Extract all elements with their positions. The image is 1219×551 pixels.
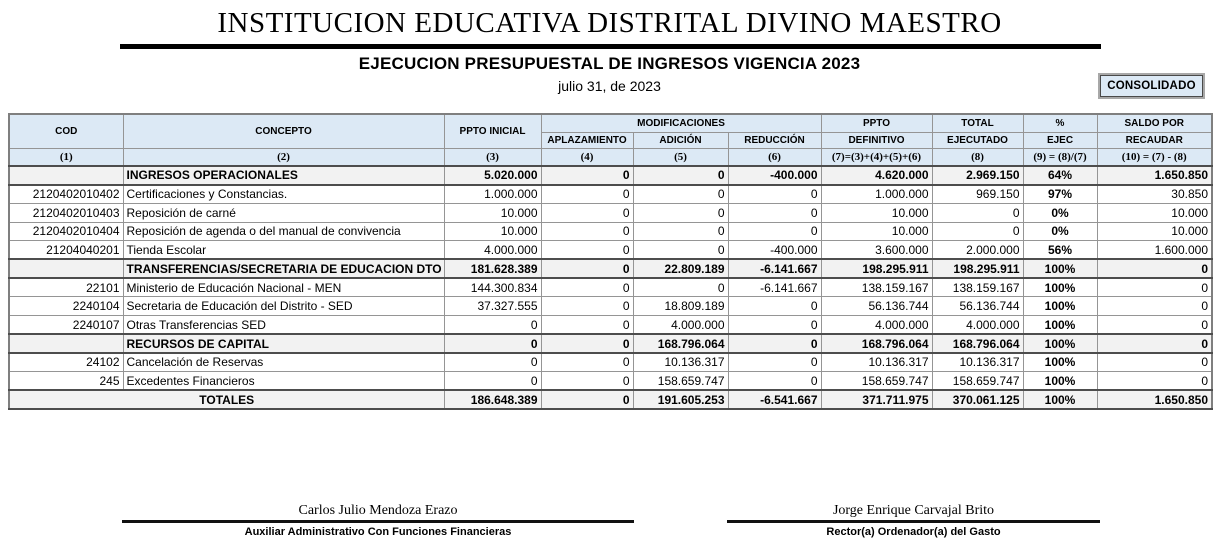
saldo-cell: 1.600.000 xyxy=(1097,241,1212,260)
report-subtitle: EJECUCION PRESUPUESTAL DE INGRESOS VIGENCIA 2023 xyxy=(358,54,861,73)
reduccion-cell: 0 xyxy=(728,185,821,204)
ppto-definitivo-cell: 10.136.317 xyxy=(821,353,932,372)
ppto-definitivo-cell: 4.000.000 xyxy=(821,316,932,335)
ppto-inicial-cell: 186.648.389 xyxy=(444,390,541,409)
pct-ejec-cell: 100% xyxy=(1023,372,1097,391)
saldo-cell: 10.000 xyxy=(1097,203,1212,222)
cod-cell: 21204040201 xyxy=(9,241,123,260)
aplazamiento-cell: 0 xyxy=(541,353,633,372)
saldo-cell: 0 xyxy=(1097,259,1212,278)
total-ejecutado-cell: 2.969.150 xyxy=(932,166,1023,185)
col-header-recaudar: RECAUDAR xyxy=(1097,132,1212,148)
page-title: INSTITUCION EDUCATIVA DISTRITAL DIVINO MAESTRO xyxy=(217,7,1002,39)
col-header-saldo-por: SALDO POR xyxy=(1097,114,1212,132)
cod-cell: 24102 xyxy=(9,353,123,372)
cod-cell: 22101 xyxy=(9,278,123,297)
ppto-definitivo-cell: 198.295.911 xyxy=(821,259,932,278)
aplazamiento-cell: 0 xyxy=(541,372,633,391)
concepto-cell: Secretaria de Educación del Distrito - SED xyxy=(123,297,444,316)
ppto-inicial-cell: 5.020.000 xyxy=(444,166,541,185)
col-header-definitivo: DEFINITIVO xyxy=(821,132,932,148)
cod-cell: 2120402010403 xyxy=(9,203,123,222)
col-number-5: (5) xyxy=(633,148,728,166)
pct-ejec-cell: 100% xyxy=(1023,278,1097,297)
col-header-concepto: CONCEPTO xyxy=(123,114,444,148)
table-row xyxy=(9,278,1212,297)
ppto-inicial-cell: 144.300.834 xyxy=(444,278,541,297)
reduccion-cell: -6.141.667 xyxy=(728,278,821,297)
ppto-definitivo-cell: 158.659.747 xyxy=(821,372,932,391)
signature-block-right xyxy=(727,503,1100,538)
col-header-cod: COD xyxy=(9,114,123,148)
reduccion-cell: -400.000 xyxy=(728,166,821,185)
concepto-cell: INGRESOS OPERACIONALES xyxy=(123,166,444,185)
table-row xyxy=(9,241,1212,260)
total-ejecutado-cell: 370.061.125 xyxy=(932,390,1023,409)
adicion-cell: 4.000.000 xyxy=(633,316,728,335)
totals-label-cell: TOTALES xyxy=(9,390,444,409)
reduccion-cell: -400.000 xyxy=(728,241,821,260)
col-header-total: TOTAL xyxy=(932,114,1023,132)
col-header-ppto: PPTO xyxy=(821,114,932,132)
concepto-cell: Cancelación de Reservas xyxy=(123,353,444,372)
reduccion-cell: 0 xyxy=(728,222,821,241)
signatory-name: Jorge Enrique Carvajal Brito xyxy=(832,503,995,518)
col-number-3: (3) xyxy=(444,148,541,166)
ppto-inicial-cell: 4.000.000 xyxy=(444,241,541,260)
ppto-inicial-cell: 0 xyxy=(444,353,541,372)
saldo-cell: 0 xyxy=(1097,353,1212,372)
ppto-definitivo-cell: 3.600.000 xyxy=(821,241,932,260)
concepto-cell: Excedentes Financieros xyxy=(123,372,444,391)
pct-ejec-cell: 56% xyxy=(1023,241,1097,260)
total-ejecutado-cell: 158.659.747 xyxy=(932,372,1023,391)
pct-ejec-cell: 100% xyxy=(1023,297,1097,316)
saldo-cell: 0 xyxy=(1097,278,1212,297)
total-ejecutado-cell: 198.295.911 xyxy=(932,259,1023,278)
table-header xyxy=(9,114,1212,166)
adicion-cell: 158.659.747 xyxy=(633,372,728,391)
pct-ejec-cell: 0% xyxy=(1023,203,1097,222)
saldo-cell: 0 xyxy=(1097,372,1212,391)
ppto-definitivo-cell: 138.159.167 xyxy=(821,278,932,297)
table-row xyxy=(9,372,1212,391)
cod-cell: 2120402010404 xyxy=(9,222,123,241)
reduccion-cell: -6.141.667 xyxy=(728,259,821,278)
table-row xyxy=(9,185,1212,204)
table-row xyxy=(9,203,1212,222)
col-number-8: (8) xyxy=(932,148,1023,166)
concepto-cell: TRANSFERENCIAS/SECRETARIA DE EDUCACION DTO xyxy=(123,259,444,278)
total-ejecutado-cell: 0 xyxy=(932,203,1023,222)
concepto-cell: Certificaciones y Constancias. xyxy=(123,185,444,204)
concepto-cell: Ministerio de Educación Nacional - MEN xyxy=(123,278,444,297)
ppto-definitivo-cell: 1.000.000 xyxy=(821,185,932,204)
adicion-cell: 0 xyxy=(633,185,728,204)
col-header-ppto-inicial: PPTO INICIAL xyxy=(444,114,541,148)
signature-line xyxy=(727,520,1100,523)
total-ejecutado-cell: 2.000.000 xyxy=(932,241,1023,260)
col-header-pct: % xyxy=(1023,114,1097,132)
total-ejecutado-cell: 138.159.167 xyxy=(932,278,1023,297)
saldo-cell: 0 xyxy=(1097,297,1212,316)
aplazamiento-cell: 0 xyxy=(541,334,633,353)
signature-line xyxy=(122,520,634,523)
total-ejecutado-cell: 0 xyxy=(932,222,1023,241)
adicion-cell: 22.809.189 xyxy=(633,259,728,278)
cod-cell xyxy=(9,166,123,185)
section-row xyxy=(9,334,1212,353)
reduccion-cell: 0 xyxy=(728,353,821,372)
signatory-name: Carlos Julio Mendoza Erazo xyxy=(298,503,458,518)
reduccion-cell: 0 xyxy=(728,203,821,222)
col-number-4: (4) xyxy=(541,148,633,166)
saldo-cell: 1.650.850 xyxy=(1097,166,1212,185)
col-header-reduccion: REDUCCIÓN xyxy=(728,132,821,148)
col-number-9: (9) = (8)/(7) xyxy=(1023,148,1097,166)
ppto-definitivo-cell: 10.000 xyxy=(821,222,932,241)
aplazamiento-cell: 0 xyxy=(541,241,633,260)
pct-ejec-cell: 100% xyxy=(1023,390,1097,409)
pct-ejec-cell: 100% xyxy=(1023,353,1097,372)
cod-cell: 2120402010402 xyxy=(9,185,123,204)
reduccion-cell: 0 xyxy=(728,334,821,353)
pct-ejec-cell: 100% xyxy=(1023,259,1097,278)
reduccion-cell: 0 xyxy=(728,297,821,316)
adicion-cell: 0 xyxy=(633,166,728,185)
ppto-definitivo-cell: 4.620.000 xyxy=(821,166,932,185)
adicion-cell: 18.809.189 xyxy=(633,297,728,316)
pct-ejec-cell: 97% xyxy=(1023,185,1097,204)
aplazamiento-cell: 0 xyxy=(541,278,633,297)
pct-ejec-cell: 0% xyxy=(1023,222,1097,241)
saldo-cell: 0 xyxy=(1097,316,1212,335)
reduccion-cell: -6.541.667 xyxy=(728,390,821,409)
total-ejecutado-cell: 168.796.064 xyxy=(932,334,1023,353)
adicion-cell: 168.796.064 xyxy=(633,334,728,353)
saldo-cell: 10.000 xyxy=(1097,222,1212,241)
cod-cell: 245 xyxy=(9,372,123,391)
reduccion-cell: 0 xyxy=(728,372,821,391)
total-ejecutado-cell: 969.150 xyxy=(932,185,1023,204)
concepto-cell: Tienda Escolar xyxy=(123,241,444,260)
ppto-definitivo-cell: 168.796.064 xyxy=(821,334,932,353)
table-row xyxy=(9,353,1212,372)
ppto-inicial-cell: 10.000 xyxy=(444,222,541,241)
col-number-6: (6) xyxy=(728,148,821,166)
cod-cell: 2240104 xyxy=(9,297,123,316)
total-ejecutado-cell: 56.136.744 xyxy=(932,297,1023,316)
table-row xyxy=(9,222,1212,241)
concepto-cell: Otras Transferencias SED xyxy=(123,316,444,335)
saldo-cell: 30.850 xyxy=(1097,185,1212,204)
aplazamiento-cell: 0 xyxy=(541,297,633,316)
adicion-cell: 0 xyxy=(633,222,728,241)
ppto-inicial-cell: 0 xyxy=(444,334,541,353)
adicion-cell: 0 xyxy=(633,241,728,260)
adicion-cell: 0 xyxy=(633,278,728,297)
consolidado-button-label: CONSOLIDADO xyxy=(1100,75,1203,97)
section-row xyxy=(9,166,1212,185)
col-header-ejecutado: EJECUTADO xyxy=(932,132,1023,148)
ppto-inicial-cell: 37.327.555 xyxy=(444,297,541,316)
reduccion-cell: 0 xyxy=(728,316,821,335)
aplazamiento-cell: 0 xyxy=(541,316,633,335)
aplazamiento-cell: 0 xyxy=(541,166,633,185)
total-ejecutado-cell: 4.000.000 xyxy=(932,316,1023,335)
cod-cell xyxy=(9,259,123,278)
signature-block-left xyxy=(122,503,634,538)
budget-table xyxy=(8,113,1213,410)
col-header-ejec: EJEC xyxy=(1023,132,1097,148)
saldo-cell: 0 xyxy=(1097,334,1212,353)
col-number-7: (7)=(3)+(4)+(5)+(6) xyxy=(821,148,932,166)
aplazamiento-cell: 0 xyxy=(541,259,633,278)
pct-ejec-cell: 64% xyxy=(1023,166,1097,185)
section-row xyxy=(9,259,1212,278)
signatory-role: Auxiliar Administrativo Con Funciones Financieras xyxy=(244,526,512,538)
consolidado-button[interactable] xyxy=(1098,73,1205,99)
col-header-aplazamiento: APLAZAMIENTO xyxy=(541,132,633,148)
total-ejecutado-cell: 10.136.317 xyxy=(932,353,1023,372)
pct-ejec-cell: 100% xyxy=(1023,316,1097,335)
cod-cell xyxy=(9,334,123,353)
ppto-definitivo-cell: 56.136.744 xyxy=(821,297,932,316)
ppto-definitivo-cell: 10.000 xyxy=(821,203,932,222)
ppto-inicial-cell: 0 xyxy=(444,316,541,335)
col-number-10: (10) = (7) - (8) xyxy=(1097,148,1212,166)
aplazamiento-cell: 0 xyxy=(541,203,633,222)
aplazamiento-cell: 0 xyxy=(541,185,633,204)
cod-cell: 2240107 xyxy=(9,316,123,335)
pct-ejec-cell: 100% xyxy=(1023,334,1097,353)
ppto-inicial-cell: 10.000 xyxy=(444,203,541,222)
aplazamiento-cell: 0 xyxy=(541,390,633,409)
totals-row xyxy=(9,390,1212,409)
ppto-inicial-cell: 0 xyxy=(444,372,541,391)
col-number-2: (2) xyxy=(123,148,444,166)
col-header-adicion: ADICIÓN xyxy=(633,132,728,148)
aplazamiento-cell: 0 xyxy=(541,222,633,241)
title-divider-line xyxy=(120,44,1101,49)
report-date: julio 31, de 2023 xyxy=(558,78,661,94)
adicion-cell: 0 xyxy=(633,203,728,222)
concepto-cell: Reposición de carné xyxy=(123,203,444,222)
signatory-role: Rector(a) Ordenador(a) del Gasto xyxy=(826,526,1001,538)
ppto-inicial-cell: 1.000.000 xyxy=(444,185,541,204)
col-group-modificaciones: MODIFICACIONES xyxy=(541,114,821,132)
table-body xyxy=(9,166,1212,409)
table-row xyxy=(9,316,1212,335)
concepto-cell: RECURSOS DE CAPITAL xyxy=(123,334,444,353)
table-row xyxy=(9,297,1212,316)
ppto-definitivo-cell: 371.711.975 xyxy=(821,390,932,409)
adicion-cell: 10.136.317 xyxy=(633,353,728,372)
col-number-1: (1) xyxy=(9,148,123,166)
saldo-cell: 1.650.850 xyxy=(1097,390,1212,409)
adicion-cell: 191.605.253 xyxy=(633,390,728,409)
ppto-inicial-cell: 181.628.389 xyxy=(444,259,541,278)
concepto-cell: Reposición de agenda o del manual de convivencia xyxy=(123,222,444,241)
